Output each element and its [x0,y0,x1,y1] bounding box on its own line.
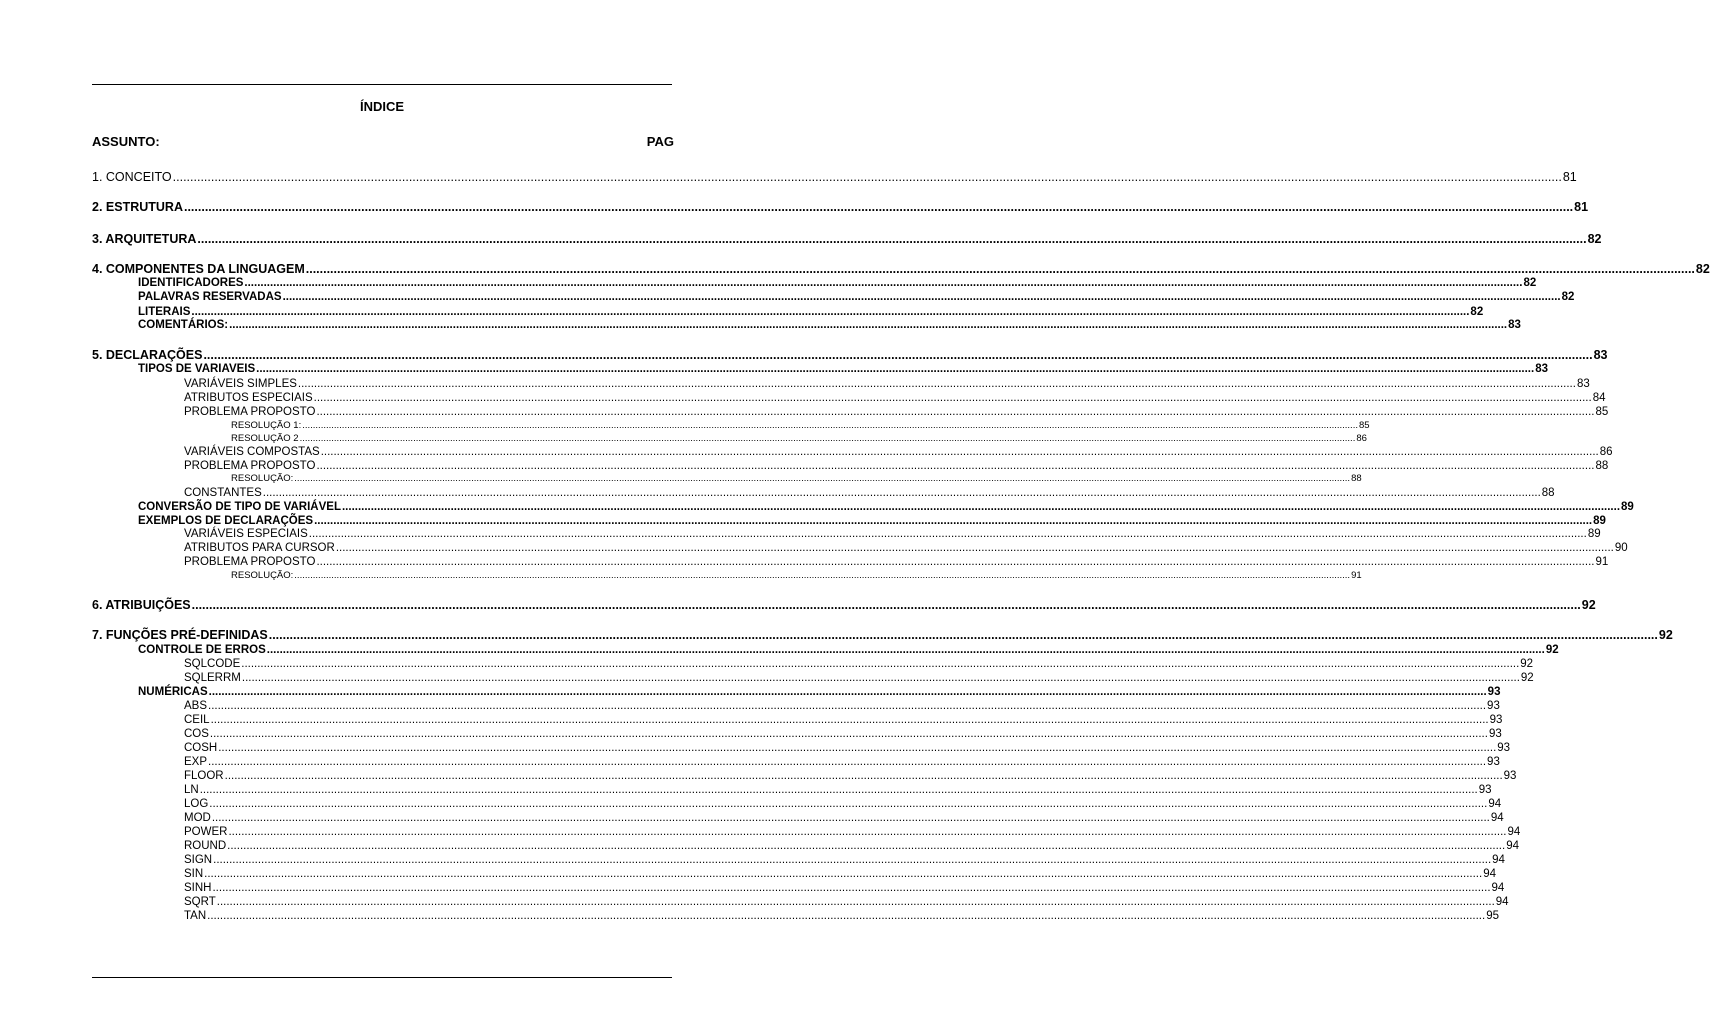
toc-entry[interactable] [184,741,1511,755]
toc-entry-page: 83 [1535,363,1548,375]
toc-entry-label: VARIÁVEIS COMPOSTAS [184,446,320,458]
toc-entry-page: 93 [1478,784,1492,796]
toc-entry[interactable] [184,783,1492,797]
dot-leader: ................................................................................................................................................................................................................................................................................................................................................................................................................ [212,882,1491,894]
toc-entry-label: 7. FUNÇÕES PRÉ-DEFINIDAS [92,628,268,642]
toc-entry-label: 5. DECLARAÇÕES [92,348,203,362]
toc-entry[interactable] [184,405,1609,419]
toc-entry-page: 92 [1658,628,1673,642]
toc-entry-label: LOG [184,798,209,810]
dot-leader: ................................................................................................................................................................................................................................................................................................................................................................................................................ [314,515,1593,527]
toc-entry-label: CEIL [184,714,210,726]
toc-entry-page: 92 [1581,598,1596,612]
dot-leader: ................................................................................................................................................................................................................................................................................................................................................................................................................ [308,528,1587,540]
toc-entry-label: SINH [184,882,212,894]
dot-leader: ................................................................................................................................................................................................................................................................................................................................................................................................................ [294,570,1351,581]
toc-entry[interactable] [184,671,1534,685]
toc-entry-label: RESOLUÇÃO: [231,570,294,581]
toc-entry[interactable] [231,432,1367,446]
toc-entry-page: 93 [1487,686,1501,698]
toc-entry-page: 95 [1486,910,1499,922]
toc-entry-label: SQLERRM [184,672,241,684]
dot-leader: ................................................................................................................................................................................................................................................................................................................................................................................................................ [216,896,1495,908]
dot-leader: ................................................................................................................................................................................................................................................................................................................................................................................................................ [227,840,1506,852]
toc-entry-label: 4. COMPONENTES DA LINGUAGEM [92,262,305,276]
toc-entry-label: ABS [184,700,208,712]
toc-entry[interactable] [138,318,1521,332]
toc-entry-page: 89 [1587,528,1601,540]
toc-entry[interactable] [184,555,1609,569]
toc-entry-page: 94 [1491,882,1505,894]
toc-entry-label: 3. ARQUITETURA [92,232,197,246]
dot-leader: ................................................................................................................................................................................................................................................................................................................................................................................................................ [191,598,1581,612]
dot-leader: ................................................................................................................................................................................................................................................................................................................................................................................................................ [208,756,1487,768]
toc-entry[interactable] [184,699,1500,713]
dot-leader: ................................................................................................................................................................................................................................................................................................................................................................................................................ [320,446,1599,458]
toc-entry-label: COMENTÁRIOS: [138,319,229,331]
toc-entry-label: FLOOR [184,770,224,782]
toc-entry-page: 93 [1489,714,1503,726]
toc-entry-label: 2. ESTRUTURA [92,200,183,214]
dot-leader: ................................................................................................................................................................................................................................................................................................................................................................................................................ [316,556,1595,568]
toc-entry-label: CONTROLE DE ERROS [138,644,266,656]
toc-entry[interactable] [184,839,1519,853]
toc-entry[interactable] [138,276,1537,290]
toc-entry[interactable] [184,445,1613,459]
toc-entry-label: TAN [184,910,207,922]
toc-entry-page: 92 [1520,672,1534,684]
dot-leader: ................................................................................................................................................................................................................................................................................................................................................................................................................ [210,714,1489,726]
toc-entry-page: 93 [1487,700,1500,712]
dot-leader: ................................................................................................................................................................................................................................................................................................................................................................................................................ [313,392,1592,404]
toc-entry-label: ATRIBUTOS ESPECIAIS [184,392,313,404]
toc-entry[interactable] [184,527,1601,541]
toc-entry-label: SQRT [184,896,216,908]
page-header: PAG [646,134,674,149]
toc-entry[interactable] [231,472,1362,486]
toc-entry-label: EXP [184,756,208,768]
toc-entry[interactable] [138,305,1484,319]
dot-leader: ................................................................................................................................................................................................................................................................................................................................................................................................................ [191,306,1470,318]
dot-leader: ................................................................................................................................................................................................................................................................................................................................................................................................................ [262,487,1541,499]
toc-entry-label: PALAVRAS RESERVADAS [138,291,282,303]
dot-leader: ................................................................................................................................................................................................................................................................................................................................................................................................................ [218,742,1497,754]
dot-leader: ................................................................................................................................................................................................................................................................................................................................................................................................................ [197,232,1587,246]
toc-entry[interactable] [184,909,1499,923]
toc-entry-label: PROBLEMA PROPOSTO [184,460,316,472]
toc-entry[interactable] [184,713,1503,727]
toc-entry-page: 94 [1483,868,1496,880]
toc-entry[interactable] [184,825,1521,839]
toc-entry[interactable] [92,262,1710,276]
toc-entry-label: SQLCODE [184,658,241,670]
dot-leader: ................................................................................................................................................................................................................................................................................................................................................................................................................ [228,826,1507,838]
dot-leader: ................................................................................................................................................................................................................................................................................................................................................................................................................ [341,501,1621,513]
dot-leader: ................................................................................................................................................................................................................................................................................................................................................................................................................ [297,378,1576,390]
toc-entry-page: 94 [1492,854,1505,866]
dot-leader: ................................................................................................................................................................................................................................................................................................................................................................................................................ [256,363,1535,375]
toc-entry-page: 91 [1351,570,1362,581]
toc-entry-label: ROUND [184,840,227,852]
toc-entry[interactable] [231,569,1362,583]
dot-leader: ................................................................................................................................................................................................................................................................................................................................................................................................................ [229,319,1508,331]
toc-entry[interactable] [138,685,1501,699]
dot-leader: ................................................................................................................................................................................................................................................................................................................................................................................................................ [199,784,1478,796]
toc-entry[interactable] [184,391,1606,405]
toc-entry-page: 88 [1351,473,1362,484]
toc-entry-label: CONSTANTES [184,487,262,499]
bottom-rule [92,977,672,978]
toc-entry[interactable] [92,628,1673,642]
toc-entry[interactable] [138,362,1548,376]
toc-entry-label: SIN [184,868,204,880]
toc-entry-page: 84 [1592,392,1606,404]
toc-entry-page: 91 [1595,556,1609,568]
toc-entry-label: IDENTIFICADORES [138,277,244,289]
toc-entry-page: 83 [1593,348,1608,362]
toc-entry[interactable] [138,643,1559,657]
toc-entry[interactable] [184,657,1534,671]
toc-entry[interactable] [184,769,1517,783]
toc-entry[interactable] [92,348,1608,362]
dot-leader: ................................................................................................................................................................................................................................................................................................................................................................................................................ [207,910,1486,922]
dot-leader: ................................................................................................................................................................................................................................................................................................................................................................................................................ [204,868,1483,880]
toc-entry-page: 93 [1487,756,1500,768]
toc-entry-page: 82 [1695,262,1710,276]
dot-leader: ................................................................................................................................................................................................................................................................................................................................................................................................................ [316,460,1595,472]
toc-entry-page: 86 [1599,446,1613,458]
toc-entry-page: 88 [1595,460,1609,472]
toc-entry[interactable] [138,500,1634,514]
toc-entry-label: RESOLUÇÃO 1: [231,420,302,431]
dot-leader: ................................................................................................................................................................................................................................................................................................................................................................................................................ [224,770,1503,782]
dot-leader: ................................................................................................................................................................................................................................................................................................................................................................................................................ [316,406,1595,418]
toc-entry[interactable] [184,459,1609,473]
dot-leader: ................................................................................................................................................................................................................................................................................................................................................................................................................ [294,473,1351,484]
toc-entry-page: 82 [1523,277,1537,289]
dot-leader: ................................................................................................................................................................................................................................................................................................................................................................................................................ [241,672,1520,684]
toc-entry-label: COS [184,728,209,740]
toc-entry[interactable] [184,867,1496,881]
toc-entry-label: COSH [184,742,218,754]
toc-entry-page: 89 [1593,515,1606,527]
toc-entry[interactable] [92,170,1577,184]
toc-entry[interactable] [92,232,1602,246]
toc-entry-label: 6. ATRIBUIÇÕES [92,598,191,612]
toc-entry-page: 94 [1488,798,1502,810]
dot-leader: ................................................................................................................................................................................................................................................................................................................................................................................................................ [305,262,1695,276]
toc-entry-label: PROBLEMA PROPOSTO [184,406,316,418]
dot-leader: ................................................................................................................................................................................................................................................................................................................................................................................................................ [302,420,1358,431]
toc-entry-label: RESOLUÇÃO: [231,473,294,484]
toc-entry-page: 86 [1356,433,1367,444]
toc-entry-page: 89 [1621,501,1634,513]
toc-entry[interactable] [184,486,1555,500]
toc-entry-page: 93 [1503,770,1517,782]
toc-entry-label: LN [184,784,199,796]
toc-entry[interactable] [184,811,1504,825]
dot-leader: ................................................................................................................................................................................................................................................................................................................................................................................................................ [335,542,1614,554]
toc-entry-page: 90 [1614,542,1628,554]
toc-entry[interactable] [184,797,1502,811]
dot-leader: ................................................................................................................................................................................................................................................................................................................................................................................................................ [241,658,1520,670]
toc-entry[interactable] [92,200,1589,214]
toc-entry-label: CONVERSÃO DE TIPO DE VARIÁVEL [138,501,341,513]
dot-leader: ................................................................................................................................................................................................................................................................................................................................................................................................................ [208,700,1487,712]
toc-entry-page: 92 [1520,658,1534,670]
toc-entry-label: NUMÉRICAS [138,686,208,698]
dot-leader: ................................................................................................................................................................................................................................................................................................................................................................................................................ [211,812,1490,824]
toc-entry-page: 94 [1490,812,1504,824]
toc-entry-page: 93 [1488,728,1502,740]
toc-entry-page: 85 [1595,406,1609,418]
dot-leader: ................................................................................................................................................................................................................................................................................................................................................................................................................ [244,277,1523,289]
dot-leader: ................................................................................................................................................................................................................................................................................................................................................................................................................ [209,798,1488,810]
toc-entry[interactable] [138,290,1575,304]
toc-entry-label: VARIÁVEIS ESPECIAIS [184,528,308,540]
toc-entry-page: 81 [1574,200,1589,214]
toc-entry-page: 93 [1497,742,1511,754]
toc-entry-page: 94 [1495,896,1509,908]
toc-entry[interactable] [184,853,1505,867]
dot-leader: ................................................................................................................................................................................................................................................................................................................................................................................................................ [266,644,1545,656]
toc-entry-label: MOD [184,812,211,824]
toc-entry[interactable] [184,881,1505,895]
dot-leader: ................................................................................................................................................................................................................................................................................................................................................................................................................ [183,200,1574,214]
toc-entry[interactable] [184,727,1502,741]
dot-leader: ................................................................................................................................................................................................................................................................................................................................................................................................................ [203,348,1593,362]
toc-entry-label: TIPOS DE VARIAVEIS [138,363,256,375]
toc-entry-page: 88 [1541,487,1555,499]
toc-entry-label: ATRIBUTOS PARA CURSOR [184,542,335,554]
dot-leader: ................................................................................................................................................................................................................................................................................................................................................................................................................ [172,170,1562,184]
toc-entry-page: 94 [1506,840,1519,852]
toc-entry-label: PROBLEMA PROPOSTO [184,556,316,568]
toc-entry-label: 1. CONCEITO [92,170,172,184]
page-title: ÍNDICE [359,99,405,114]
toc-entry[interactable] [184,895,1509,909]
dot-leader: ................................................................................................................................................................................................................................................................................................................................................................................................................ [208,686,1487,698]
dot-leader: ................................................................................................................................................................................................................................................................................................................................................................................................................ [209,728,1488,740]
toc-entry[interactable] [138,514,1606,528]
toc-entry-label: SIGN [184,854,213,866]
toc-entry[interactable] [92,598,1596,612]
toc-entry-label: VARIÁVEIS SIMPLES [184,378,297,390]
toc-entry-page: 92 [1545,644,1559,656]
dot-leader: ................................................................................................................................................................................................................................................................................................................................................................................................................ [268,628,1658,642]
toc-entry-label: RESOLUÇÃO 2 [231,433,299,444]
toc-entry-label: LITERAIS [138,306,191,318]
toc-entry[interactable] [184,541,1628,555]
toc-entry[interactable] [184,755,1500,769]
toc-entry-page: 83 [1508,319,1521,331]
toc-entry-page: 85 [1358,420,1370,431]
toc-entry-page: 83 [1576,378,1590,390]
toc-entry-page: 82 [1470,306,1484,318]
toc-entry[interactable] [184,377,1590,391]
toc-entry-page: 94 [1507,826,1521,838]
toc-entry-page: 82 [1561,291,1575,303]
dot-leader: ................................................................................................................................................................................................................................................................................................................................................................................................................ [213,854,1492,866]
toc-entry[interactable] [231,419,1370,433]
dot-leader: ................................................................................................................................................................................................................................................................................................................................................................................................................ [299,433,1356,444]
toc-entry-page: 81 [1562,170,1577,184]
dot-leader: ................................................................................................................................................................................................................................................................................................................................................................................................................ [282,291,1561,303]
subject-header: ASSUNTO: [92,134,160,149]
toc-entry-label: EXEMPLOS DE DECLARAÇÕES [138,515,314,527]
toc-entry-page: 82 [1587,232,1602,246]
toc-entry-label: POWER [184,826,228,838]
